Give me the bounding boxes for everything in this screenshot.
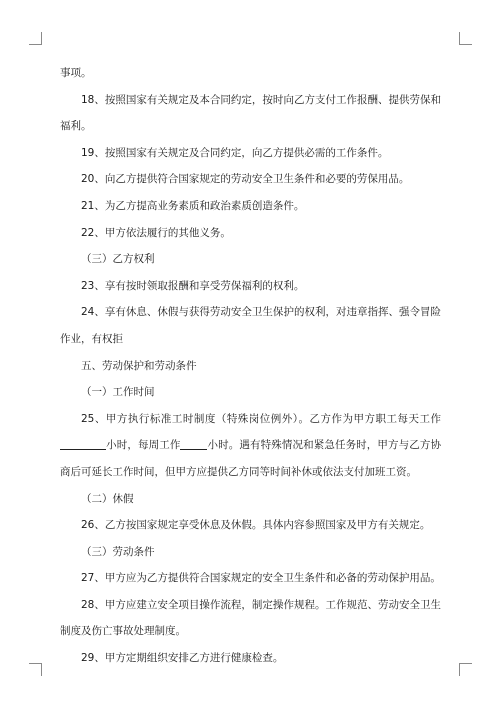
clause-21: 21、为乙方提高业务素质和政治素质创造条件。 xyxy=(81,199,305,212)
crop-mark-top-left xyxy=(29,32,42,45)
crop-mark-top-right xyxy=(459,32,472,45)
clause-26: 26、乙方按国家规定享受休息及休假。具体内容参照国家及甲方有关规定。 xyxy=(81,519,431,532)
section-heading-working-conditions: （三）劳动条件 xyxy=(81,545,155,558)
clause-25-part-2: 小时，每周工作 xyxy=(106,439,181,452)
section-heading-working-hours: （一）工作时间 xyxy=(81,386,155,399)
weekly-hours-blank xyxy=(180,437,207,450)
clause-27: 27、甲方应为乙方提供符合国家规定的安全卫生条件和必备的劳动保护用品。 xyxy=(81,572,441,585)
clause-29: 29、甲方定期组织安排乙方进行健康检查。 xyxy=(81,652,284,665)
clause-24: 24、享有休息、休假与获得劳动安全卫生保护的权利，对违章指挥、强令冒险作业，有权拒 xyxy=(60,306,441,345)
clause-18: 18、按照国家有关规定及本合同约定，按时向乙方支付工作报酬、提供劳保和福利。 xyxy=(60,93,441,133)
section-heading-vacation: （二）休假 xyxy=(81,492,134,505)
clause-25-part-3: 小时。遇有特殊情况和紧急任务时，甲方与乙方协商后可延长工作时间，但甲方应提供乙方同等时间补休或依法支付加班工资。 xyxy=(60,439,442,478)
daily-hours-blank xyxy=(60,437,82,450)
crop-mark-bottom-right xyxy=(459,663,472,676)
section-heading-party-b-rights: （三）乙方权利 xyxy=(81,253,155,266)
paragraph-continuation: 事项。 xyxy=(60,67,92,79)
clause-22: 22、甲方依法履行的其他义务。 xyxy=(81,226,231,239)
daily-hours-blank-cont xyxy=(82,437,106,450)
clause-25-part-1: 25、甲方执行标准工时制度（特殊岗位例外）。乙方作为甲方职工每天工作 xyxy=(81,412,441,425)
document-body xyxy=(60,60,441,672)
clause-23: 23、享有按时领取报酬和享受劳保福利的权利。 xyxy=(81,279,305,292)
clause-25 xyxy=(60,406,441,486)
section-heading-labor-protection: 五、劳动保护和劳动条件 xyxy=(81,359,197,372)
clause-28: 28、甲方应建立安全项目操作流程，制定操作规程。工作规范、劳动安全卫生制度及伤亡事故处理制度。 xyxy=(60,598,441,638)
crop-mark-bottom-left xyxy=(29,663,42,676)
clause-20: 20、向乙方提供符合国家规定的劳动安全卫生条件和必要的劳保用品。 xyxy=(81,173,410,186)
clause-19: 19、按照国家有关规定及合同约定，向乙方提供必需的工作条件。 xyxy=(81,146,389,159)
